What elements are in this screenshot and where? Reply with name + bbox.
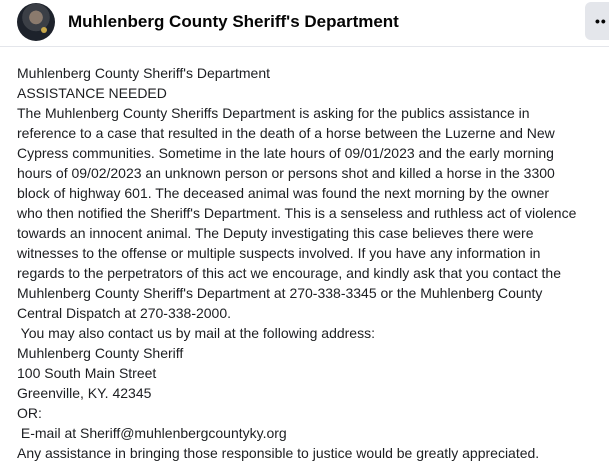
post-line: OR: xyxy=(17,405,42,421)
post-line: who then notified the Sheriff's Department. This is a senseless and ruthless act of violence xyxy=(17,205,577,221)
post-line: The Muhlenberg County Sheriffs Department is asking for the publics assistance in xyxy=(17,105,530,121)
badge-icon xyxy=(41,27,47,33)
post-line: Muhlenberg County Sheriff xyxy=(17,345,184,361)
page-title[interactable]: Muhlenberg County Sheriff's Department xyxy=(68,12,399,31)
post-line: block of highway 601. The deceased animal was found the next morning by the owner xyxy=(17,185,550,201)
post-line: E-mail at Sheriff@muhlenbergcountyky.org xyxy=(17,425,287,441)
post-line: Central Dispatch at 270-338-2000. xyxy=(17,305,232,321)
post-line: towards an innocent animal. The Deputy investigating this case believes there were xyxy=(17,225,534,241)
post-line: witnesses to the offense or multiple suspects involved. If you have any information in xyxy=(17,245,541,261)
avatar[interactable] xyxy=(17,3,55,41)
page-header xyxy=(0,0,609,47)
post-line: regards to the perpetrators of this act we encourage, and kindly ask that you contact the xyxy=(17,265,561,281)
post-line: You may also contact us by mail at the following address: xyxy=(17,325,375,341)
post-line: Cypress communities. Sometime in the late hours of 09/01/2023 and the early morning xyxy=(17,145,554,161)
post-line: Any assistance in bringing those responsible to justice would be greatly appreciated. xyxy=(17,445,540,461)
more-options-button[interactable] xyxy=(585,2,609,40)
post-line: hours of 09/02/2023 an unknown person or persons shot and killed a horse in the 3300 xyxy=(17,165,555,181)
post-author-line: Muhlenberg County Sheriff's Department xyxy=(17,65,270,81)
post-body xyxy=(17,63,609,463)
post-line: reference to a case that resulted in the death of a horse between the Luzerne and New xyxy=(17,125,555,141)
post-line: ASSISTANCE NEEDED xyxy=(17,85,167,101)
post-line: 100 South Main Street xyxy=(17,365,157,381)
post-line: Greenville, KY. 42345 xyxy=(17,385,152,401)
post-line: Muhlenberg County Sheriff's Department at 270-338-3345 or the Muhlenberg County xyxy=(17,285,543,301)
more-icon: •• xyxy=(595,13,607,29)
